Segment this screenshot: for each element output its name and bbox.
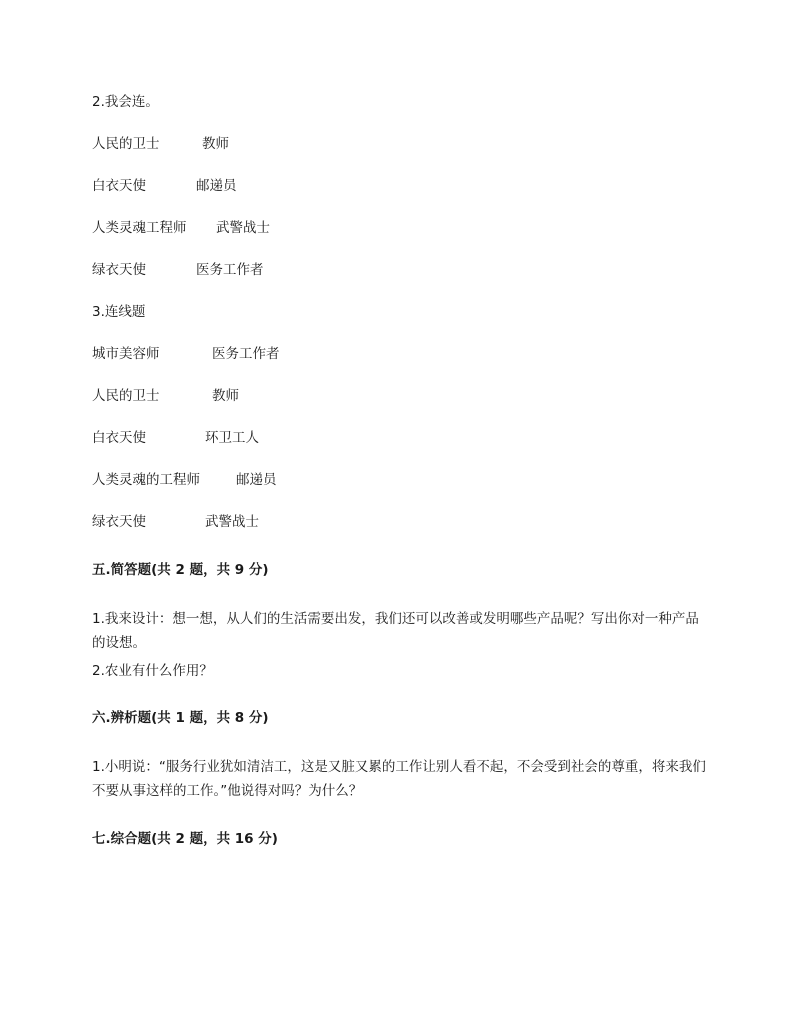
q3-pair-3 xyxy=(92,429,259,447)
q3-pair-1-left: 城市美容师 xyxy=(92,346,160,362)
q2-pair-1-right: 教师 xyxy=(202,136,229,152)
q3-pair-5-left: 绿衣天使 xyxy=(92,514,146,530)
section6-heading: 六.辨析题(共 1 题，共 8 分) xyxy=(92,710,269,726)
q3-pair-4-left: 人类灵魂的工程师 xyxy=(92,472,200,488)
section5-q1: 1.我来设计：想一想，从人们的生活需要出发，我们还可以改善或发明哪些产品呢？写出你对一种产品的设想。 xyxy=(92,611,699,651)
q3-pair-5-right: 武警战士 xyxy=(205,514,259,530)
q2-pair-4 xyxy=(92,261,264,279)
section5-heading: 五.简答题(共 2 题，共 9 分) xyxy=(92,562,269,578)
q2-pair-3-left: 人类灵魂工程师 xyxy=(92,220,187,236)
q3-pair-3-right: 环卫工人 xyxy=(205,430,259,446)
q2-pair-3-right: 武警战士 xyxy=(216,220,270,236)
q3-pair-2 xyxy=(92,387,239,405)
q3-title: 3.连线题 xyxy=(92,304,146,320)
q3-pair-4 xyxy=(92,471,277,489)
q2-pair-1-left: 人民的卫士 xyxy=(92,136,160,152)
q2-pair-3 xyxy=(92,219,270,237)
section6-q1: 1.小明说：“服务行业犹如清洁工，这是又脏又累的工作让别人看不起，不会受到社会的尊重，将来我们不要从事这样的工作。”他说得对吗？为什么？ xyxy=(92,759,706,799)
q2-pair-2-left: 白衣天使 xyxy=(92,178,146,194)
q3-pair-1 xyxy=(92,345,280,363)
section7-heading: 七.综合题(共 2 题，共 16 分) xyxy=(92,831,278,847)
q2-pair-2-right: 邮递员 xyxy=(196,178,237,194)
q3-pair-2-left: 人民的卫士 xyxy=(92,388,160,404)
q2-pair-2 xyxy=(92,177,237,195)
q3-pair-4-right: 邮递员 xyxy=(236,472,277,488)
q3-pair-1-right: 医务工作者 xyxy=(212,346,280,362)
q3-pair-2-right: 教师 xyxy=(212,388,239,404)
section5-q2: 2.农业有什么作用？ xyxy=(92,663,213,679)
q2-pair-4-right: 医务工作者 xyxy=(196,262,264,278)
q3-pair-3-left: 白衣天使 xyxy=(92,430,146,446)
q2-title: 2.我会连。 xyxy=(92,94,159,110)
q3-pair-5 xyxy=(92,513,259,531)
q2-pair-4-left: 绿衣天使 xyxy=(92,262,146,278)
q2-pair-1 xyxy=(92,135,229,153)
